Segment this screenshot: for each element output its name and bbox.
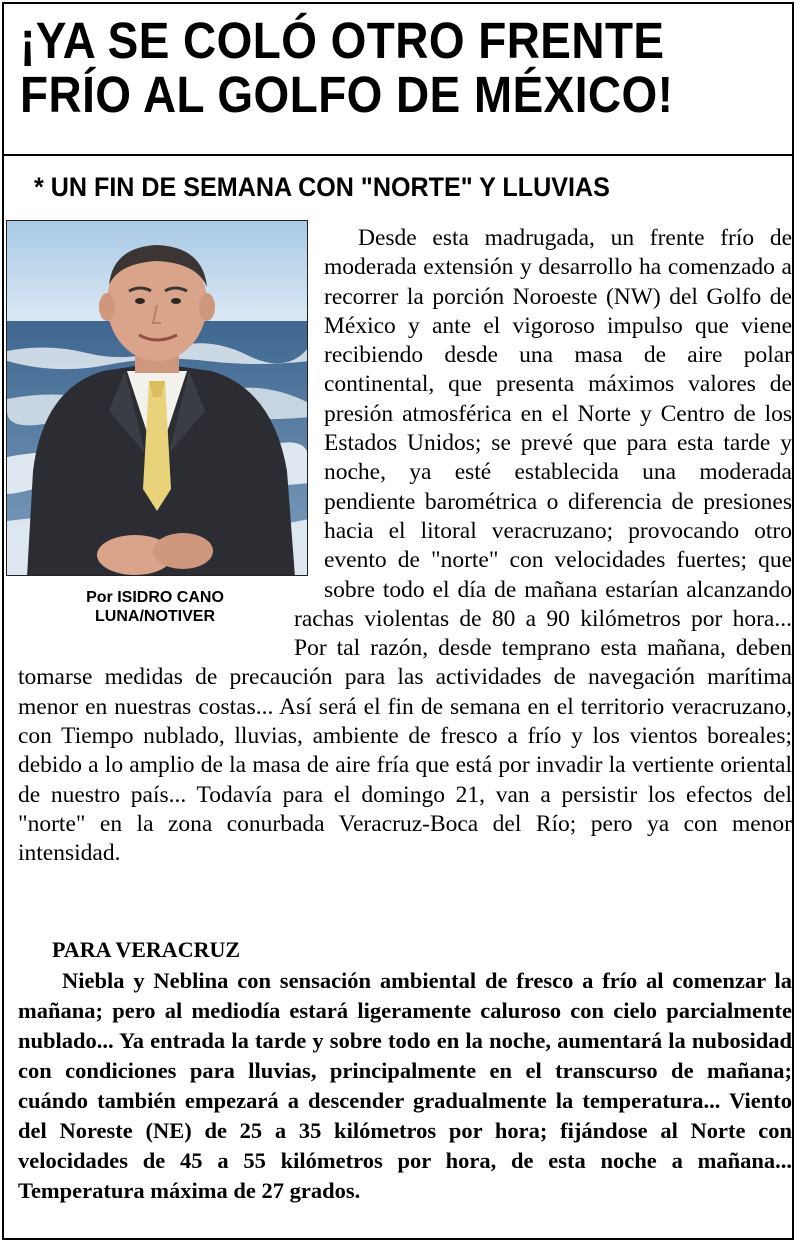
byline-spacer [18,590,294,646]
byline-author: Por ISIDRO CANO [86,589,224,606]
article-body-text: Desde esta madrugada, un frente frío de moderada extensión y desarrollo ha comenzado a recorrer la porción Noroeste (NW) del Golfo de México y ante el vigoroso impulso que viene recibiendo desde una masa de aire polar continental, que presenta máximos valores de presión atmosférica en el Norte y Centro de los Estados Unidos; se prevé que para esta tarde y noche, ya esté establecida una moderada pendiente barométrica o diferencia de presiones hacia el litoral veracruzano; provocando otro evento de "norte" con velocidades fuertes; que sobre todo el día de mañana estarían alcanzando rachas violentas de 80 a 90 kilómetros por hora... Por tal razón, desde temprano esta mañana, deben tomarse medidas de precaución para las actividades de navegación marítima menor en nuestras costas... Así será el fin de semana en el territorio veracruzano, con Tiempo nublado, lluvias, ambiente de fresco a frío y los vientos boreales; debido a lo amplio de la masa de aire fría que está por invadir la vertiente oriental de nuestro país... Todavía para el domingo 21, van a persistir los efectos del "norte" en la zona conurbada Veracruz-Boca del Río; pero ya con menor intensidad. [18,225,792,867]
forecast-paragraph [18,966,792,1206]
section-title: PARA VERACRUZ [52,937,241,962]
photo-spacer [18,224,324,590]
article-body [18,224,792,869]
byline-agency: LUNA/NOTIVER [95,608,215,625]
headline [20,14,713,122]
subheadline: * UN FIN DE SEMANA CON "NORTE" Y LLUVIAS [34,172,610,202]
forecast-text: Niebla y Neblina con sensación ambiental de fresco a frío al comenzar la mañana; pero al mediodía estará ligeramente caluroso con cielo parcialmente nublado... Ya entrada la tarde y sobre todo en la noche, aumentará la nubosidad con condiciones para lluvias, principalmente en el transcurso de mañana; cuándo también empezará a descender gradualmente la temperatura... Viento del Noreste (NE) de 25 a 35 kilómetros por hora; fijándose al Norte con velocidades de 45 a 55 kilómetros por hora, de esta noche a mañana... Temperatura máxima de 27 grados. [18,968,792,1203]
headline-line-2: FRÍO AL GOLFO DE MÉXICO! [20,66,674,123]
headline-divider [2,154,794,156]
headline-line-1: ¡YA SE COLÓ OTRO FRENTE [20,12,665,69]
